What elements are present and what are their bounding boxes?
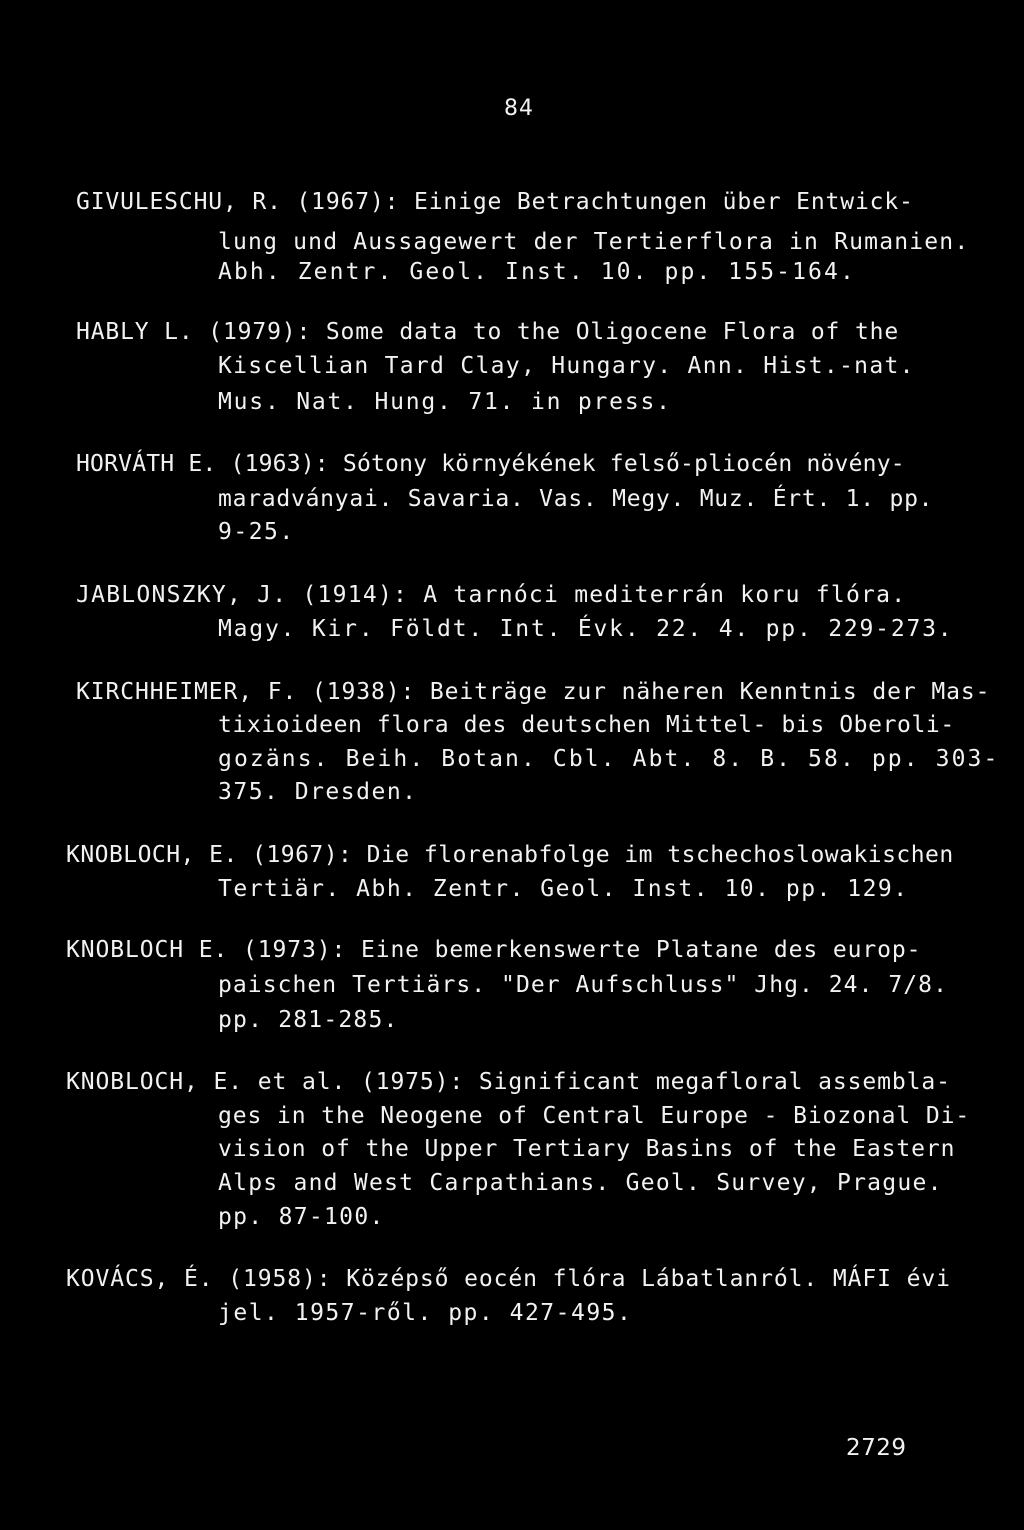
reference-line: Magy. Kir. Földt. Int. Évk. 22. 4. pp. 229-273. <box>218 616 954 642</box>
reference-line: KNOBLOCH E. (1973): Eine bemerkenswerte Platane des europ- <box>66 937 922 963</box>
reference-line: paischen Tertiärs. "Der Aufschluss" Jhg. 24. 7/8. <box>218 972 948 998</box>
reference-line: 375. Dresden. <box>218 779 418 805</box>
reference-line: HORVÁTH E. (1963): Sótony környékének felső-pliocén növény- <box>76 451 905 477</box>
reference-line: maradványai. Savaria. Vas. Megy. Muz. Ért. 1. pp. <box>218 486 934 512</box>
footer-number: 2729 <box>846 1435 907 1461</box>
reference-line: JABLONSZKY, J. (1914): A tarnóci mediterrán koru flóra. <box>76 582 907 608</box>
reference-line: pp. 281-285. <box>218 1007 399 1033</box>
reference-line: tixioideen flora des deutschen Mittel- bis Oberoli- <box>218 712 955 738</box>
reference-line: pp. 87-100. <box>218 1204 385 1230</box>
reference-line: KNOBLOCH, E. (1967): Die florenabfolge im tschechoslowakischen <box>66 842 954 868</box>
reference-line: HABLY L. (1979): Some data to the Oligocene Flora of the <box>76 319 900 345</box>
reference-line: GIVULESCHU, R. (1967): Einige Betrachtungen über Entwick- <box>76 189 914 215</box>
reference-line: 9-25. <box>218 519 295 545</box>
reference-line: ges in the Neogene of Central Europe - Biozonal Di- <box>218 1103 971 1129</box>
reference-line: KOVÁCS, É. (1958): Középső eocén flóra Lábatlanról. MÁFI évi <box>66 1266 951 1292</box>
reference-line: lung und Aussagewert der Tertierflora in Rumanien. <box>218 229 970 255</box>
reference-line: jel. 1957-ről. pp. 427-495. <box>218 1300 633 1326</box>
reference-line: Mus. Nat. Hung. 71. in press. <box>218 389 672 415</box>
reference-line: Abh. Zentr. Geol. Inst. 10. pp. 155-164. <box>218 259 856 285</box>
reference-line: Kiscellian Tard Clay, Hungary. Ann. Hist.-nat. <box>218 353 915 379</box>
reference-line: gozäns. Beih. Botan. Cbl. Abt. 8. B. 58. pp. 303- <box>218 746 1000 772</box>
reference-line: Alps and West Carpathians. Geol. Survey, Prague. <box>218 1170 943 1196</box>
reference-line: Tertiär. Abh. Zentr. Geol. Inst. 10. pp. 129. <box>218 876 909 902</box>
reference-line: KIRCHHEIMER, F. (1938): Beiträge zur näheren Kenntnis der Mas- <box>76 679 991 705</box>
reference-line: vision of the Upper Tertiary Basins of the Eastern <box>218 1136 956 1162</box>
reference-line: KNOBLOCH, E. et al. (1975): Significant megafloral assembla- <box>66 1069 951 1095</box>
page-number: 84 <box>504 96 534 121</box>
